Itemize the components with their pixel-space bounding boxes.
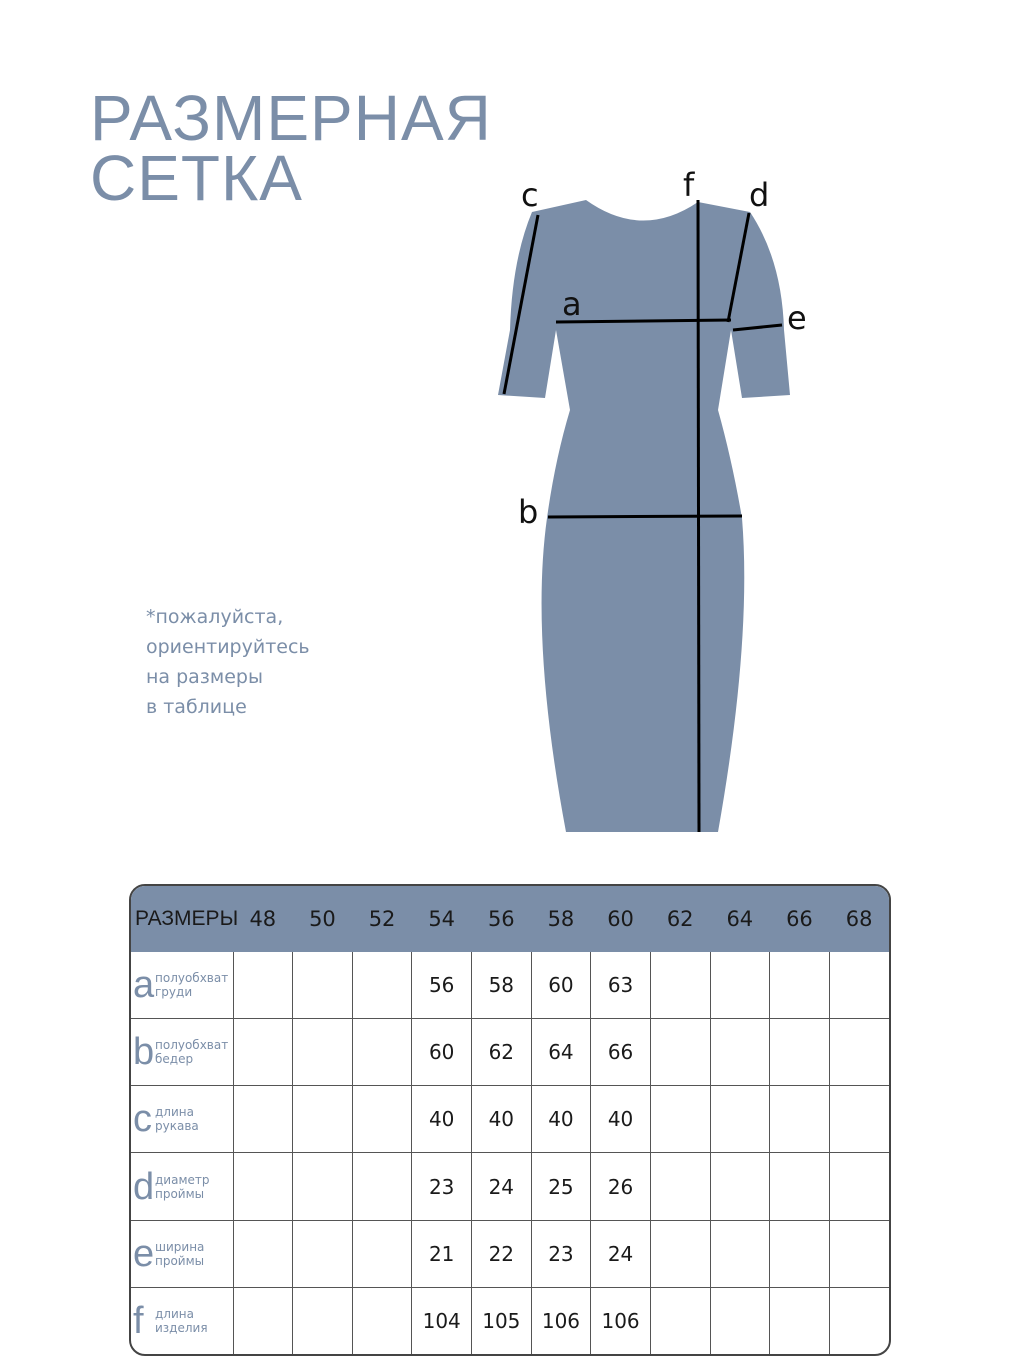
table-cell: 106 [591, 1288, 651, 1354]
table-cell [829, 1153, 889, 1220]
table-cell [770, 1086, 830, 1153]
row-label [131, 1153, 233, 1220]
label-f: f [683, 166, 695, 204]
table-cell: 64 [531, 1018, 591, 1085]
note-line-1: *пожалуйста, [146, 606, 284, 628]
table-cell [233, 1153, 293, 1220]
row-description [155, 971, 228, 999]
header-size: 68 [845, 907, 873, 931]
table-cell [710, 1220, 770, 1287]
row-letter: d [133, 1165, 155, 1208]
table-cell [293, 1018, 353, 1085]
table-cell: 40 [591, 1086, 651, 1153]
label-d: d [749, 176, 770, 214]
table-header-row [131, 886, 889, 952]
table-cell: 21 [412, 1220, 472, 1287]
row-description [155, 1038, 228, 1066]
table-cell [233, 1288, 293, 1354]
table-cell [829, 1220, 889, 1287]
table-row [131, 1086, 889, 1153]
row-description-line-2: бедер [155, 1052, 194, 1067]
header-size: 60 [607, 907, 634, 931]
row-label [131, 952, 233, 1018]
table-cell [293, 1288, 353, 1354]
header-size: 54 [428, 907, 456, 931]
table-cell: 40 [531, 1086, 591, 1153]
table-cell: 62 [472, 1018, 532, 1085]
table-cell: 23 [412, 1153, 472, 1220]
table-cell [770, 1153, 830, 1220]
table-cell [352, 1220, 412, 1287]
row-description-line-2: изделия [155, 1321, 208, 1336]
row-letter: b [133, 1031, 155, 1074]
row-description-line-2: груди [155, 984, 193, 999]
table-cell [352, 1153, 412, 1220]
header-size: 64 [726, 907, 754, 931]
table-cell [352, 952, 412, 1018]
table-cell [293, 1153, 353, 1220]
header-size: 66 [786, 907, 813, 931]
table-cell: 105 [472, 1288, 532, 1354]
table-cell [710, 1288, 770, 1354]
table-cell [352, 1086, 412, 1153]
row-description-line-1: длина [155, 1307, 194, 1322]
size-table [129, 884, 891, 1356]
table-cell [650, 1018, 710, 1085]
label-e: e [787, 299, 807, 337]
row-label [131, 1220, 233, 1287]
row-label [131, 1086, 233, 1153]
table-row [131, 1288, 889, 1354]
table-cell: 66 [591, 1018, 651, 1085]
row-letter: a [133, 963, 155, 1006]
header-size: 56 [487, 907, 515, 931]
table-cell: 104 [412, 1288, 472, 1354]
row-letter: f [133, 1300, 144, 1343]
table-cell [293, 1220, 353, 1287]
table-cell [829, 952, 889, 1018]
table-cell: 56 [412, 952, 472, 1018]
label-a: a [562, 285, 582, 323]
measure-line-f [698, 200, 699, 832]
note-line-4: в таблице [146, 696, 247, 718]
row-description-line-2: проймы [155, 1253, 205, 1268]
table-cell [829, 1018, 889, 1085]
label-c: c [521, 176, 539, 214]
measure-line-b [548, 516, 742, 517]
table-cell [650, 1086, 710, 1153]
row-description-line-1: диаметр [155, 1172, 210, 1187]
table-cell [650, 952, 710, 1018]
header-size: 48 [249, 907, 277, 931]
table-cell [293, 1086, 353, 1153]
table-cell [770, 1220, 830, 1287]
table-row [131, 1153, 889, 1220]
table-cell: 58 [472, 952, 532, 1018]
table-cell: 22 [472, 1220, 532, 1287]
table-cell: 26 [591, 1153, 651, 1220]
table-cell: 40 [472, 1086, 532, 1153]
table-cell: 60 [412, 1018, 472, 1085]
row-description [155, 1307, 208, 1335]
table-cell [829, 1288, 889, 1354]
row-description [155, 1173, 210, 1201]
table-cell: 63 [591, 952, 651, 1018]
table-cell [233, 1220, 293, 1287]
table-cell [650, 1288, 710, 1354]
table-cell: 24 [591, 1220, 651, 1287]
table-cell [650, 1153, 710, 1220]
row-description-line-2: рукава [155, 1119, 199, 1134]
table-cell [829, 1086, 889, 1153]
row-letter: c [133, 1098, 152, 1141]
header-size: 50 [309, 907, 336, 931]
header-size: 62 [666, 907, 694, 931]
table-cell: 60 [531, 952, 591, 1018]
row-description [155, 1240, 204, 1268]
row-description-line-1: длина [155, 1105, 194, 1120]
label-b: b [518, 493, 539, 531]
header-size: 52 [368, 907, 396, 931]
table-row [131, 952, 889, 1018]
table-cell [710, 1018, 770, 1085]
row-letter: e [133, 1232, 155, 1275]
table-cell [770, 952, 830, 1018]
row-description-line-2: проймы [155, 1186, 205, 1201]
table-row [131, 1220, 889, 1287]
header-size: 58 [547, 907, 575, 931]
table-cell: 106 [531, 1288, 591, 1354]
row-description-line-1: полуобхват [155, 970, 229, 985]
row-description [155, 1105, 199, 1133]
note-line-3: на размеры [146, 666, 263, 688]
note-line-2: ориентируйтесь [146, 636, 310, 658]
header-sizes-label: РАЗМЕРЫ [135, 907, 239, 930]
table-cell [650, 1220, 710, 1287]
table-row [131, 1018, 889, 1085]
table-cell: 25 [531, 1153, 591, 1220]
measure-line-a [556, 320, 731, 322]
row-description-line-1: ширина [155, 1239, 205, 1254]
table-cell [710, 1086, 770, 1153]
table-cell: 24 [472, 1153, 532, 1220]
row-label [131, 1018, 233, 1085]
table-cell [352, 1288, 412, 1354]
table-cell [710, 952, 770, 1018]
table-cell [293, 952, 353, 1018]
title-line-1: РАЗМЕРНАЯ [90, 82, 492, 154]
table-cell: 40 [412, 1086, 472, 1153]
table-cell [352, 1018, 412, 1085]
table-cell [770, 1288, 830, 1354]
title-line-2: СЕТКА [90, 142, 303, 214]
table-cell: 23 [531, 1220, 591, 1287]
row-label [131, 1288, 233, 1354]
table-cell [770, 1018, 830, 1085]
sizing-note [146, 602, 406, 722]
table-cell [233, 1018, 293, 1085]
row-description-line-1: полуобхват [155, 1038, 229, 1053]
table-cell [710, 1153, 770, 1220]
dress-diagram [480, 160, 840, 850]
table-cell [233, 1086, 293, 1153]
table-cell [233, 952, 293, 1018]
page-title [90, 82, 492, 214]
